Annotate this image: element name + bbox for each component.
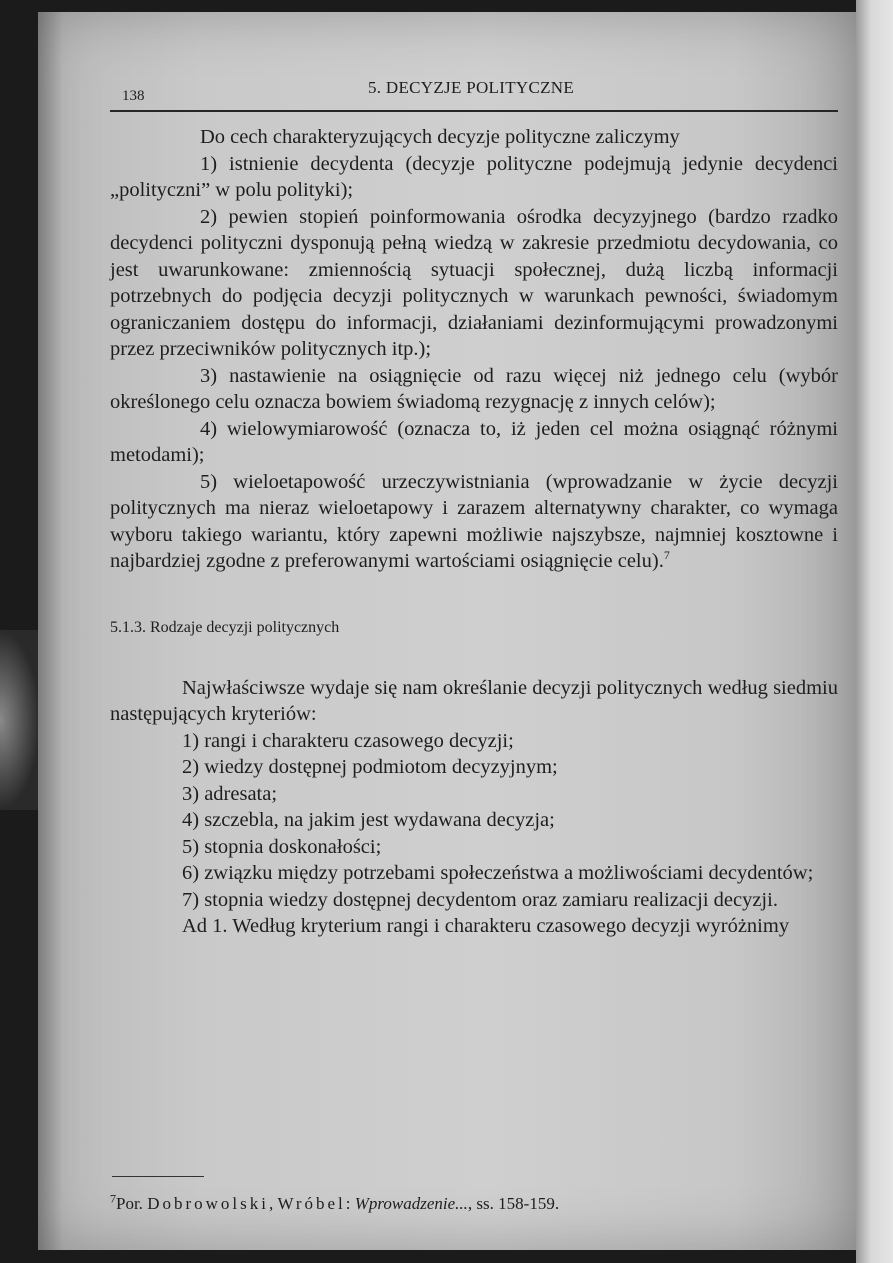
footnote-sep-2: : <box>345 1194 355 1213</box>
criteria-block <box>110 675 838 940</box>
page-content <box>110 74 838 940</box>
criterion-1: 1) rangi i charakteru czasowego decyzji; <box>182 729 514 752</box>
feature-1: 1) istnienie decydenta (decyzje polityczne podejmują jedynie decydenci „polityczni” w polu polityki); <box>110 152 838 201</box>
intro-paragraph: Do cech charakteryzujących decyzje polityczne zaliczymy <box>200 126 680 148</box>
feature-4: 4) wielowymiarowość (oznacza to, iż jeden cel można osiągnąć różnymi metodami); <box>110 417 838 466</box>
next-page-edge <box>856 0 893 1263</box>
footnote-author-1: Dobrowolski <box>147 1194 269 1213</box>
feature-5-text: 5) wieloetapowość urzeczywistniania (wprowadzanie w życie decyzji politycznych ma nieraz wieloetapowy i zarazem alternatywny charakter, co wymaga wyboru takiego wariantu, który zapewni możliwie najszybsze, najmniej kosztowne i najbardziej zgodne z preferowanymi wartościami osiągnięcie celu). <box>110 470 838 572</box>
ad1-paragraph: Ad 1. Według kryterium rangi i charakteru czasowego decyzji wyróżnimy <box>182 915 790 937</box>
criterion-2: 2) wiedzy dostępnej podmiotom decyzyjnym; <box>182 756 558 778</box>
criterion-7: 7) stopnia wiedzy dostępnej decydentom oraz zamiaru realizacji decyzji. <box>182 888 778 911</box>
feature-3: 3) nastawienie na osiągnięcie od razu więcej niż jednego celu (wybór określonego celu oznacza bowiem świadomą rezygnację z innych celów); <box>110 364 838 413</box>
criterion-6: 6) związku między potrzebami społeczeństwa a możliwościami decydentów; <box>182 862 814 884</box>
criterion-4: 4) szczebla, na jakim jest wydawana decyzja; <box>182 809 555 831</box>
running-head: 5. DECYZJE POLITYCZNE <box>368 78 575 97</box>
footnote <box>110 1191 560 1214</box>
feature-5 <box>110 469 838 575</box>
feature-2: 2) pewien stopień poinformowania ośrodka decyzyjnego (bardzo rzadko decydenci polityczni dysponują pełną wiedzą w zakresie przedmiotu decydowania, co jest uwarunkowane: zmiennością sytuacji społecznej, dużą liczbą informacji potrzebnych do podjęcia decyzji politycznych w warunkach pewności, świadomym ograniczaniem dostępu do informacji, działaniami dezinformującymi prowadzonymi przez przeciwników politycznych itp.); <box>110 205 838 360</box>
book-page <box>38 12 856 1250</box>
footnote-sep-1: , <box>268 1194 278 1213</box>
footnote-rule <box>112 1176 204 1177</box>
page-header <box>110 74 838 116</box>
footnote-prefix: Por. <box>116 1194 148 1213</box>
page-edge-shadow <box>0 630 40 810</box>
characteristics-block <box>110 124 838 575</box>
section-heading: 5.1.3. Rodzaje decyzji politycznych <box>110 618 340 636</box>
criterion-3: 3) adresata; <box>182 782 278 805</box>
page-number: 138 <box>122 88 145 104</box>
header-rule <box>110 110 838 112</box>
footnote-author-2: Wróbel <box>277 1194 346 1213</box>
footnote-mark: 7 <box>110 1191 116 1206</box>
footnote-title: Wprowadzenie... <box>354 1194 468 1213</box>
criteria-lead: Najwłaściwsze wydaje się nam określanie decyzji politycznych według siedmiu następujących kryteriów: <box>110 676 838 725</box>
criterion-5: 5) stopnia doskonałości; <box>182 835 382 858</box>
footnote-pages: , ss. 158-159. <box>467 1194 560 1213</box>
footnote-ref: 7 <box>663 548 670 563</box>
